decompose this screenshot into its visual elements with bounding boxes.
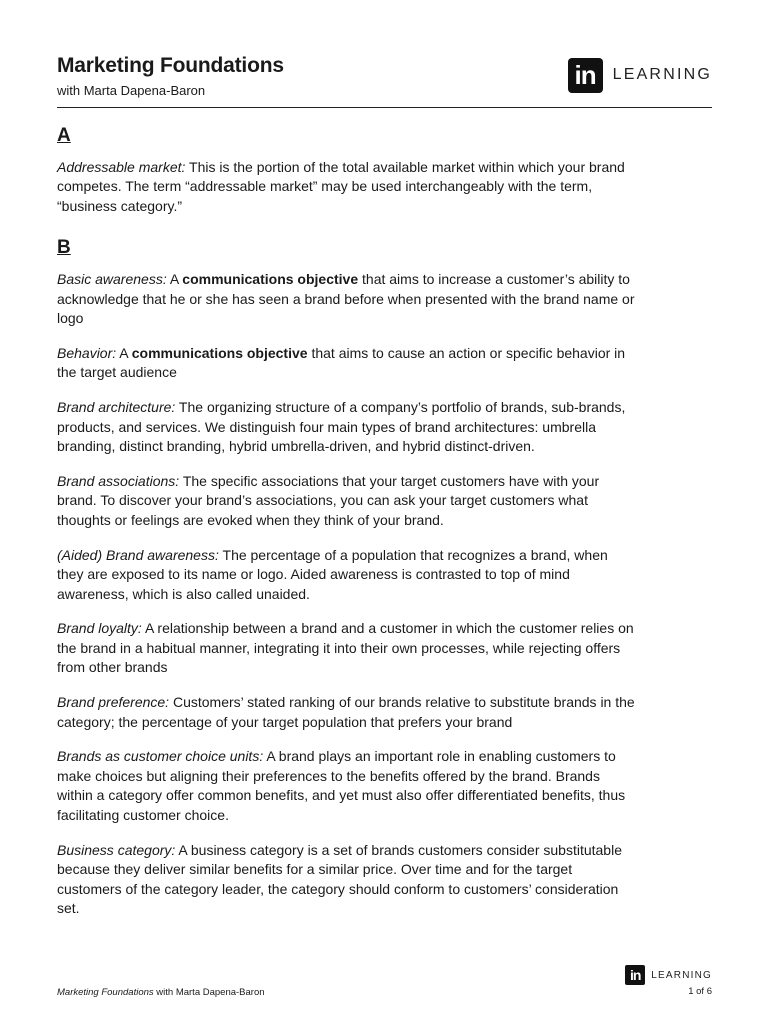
definition-text: A relationship between a brand and a customer in which the customer relies on the brand in a habitual manner, integrating it into their own processes, while rejecting offers from other brands	[57, 620, 634, 676]
definition-text: Customers’ stated ranking of our brands relative to substitute brands in the category; the percentage of your target population that prefers your brand	[57, 694, 635, 730]
glossary-term: Business category:	[57, 841, 176, 858]
page-footer	[57, 964, 712, 1004]
definition-text: This is the portion of the total available market within which your brand competes. The term “addressable market” may be used interchangeably with the term, “business category.”	[57, 158, 625, 214]
definition-text: A business category is a set of brands customers consider substitutable because they deliver similar benefits for a similar price. Over time and for the target customers of the category leader, the category should conform to customers’ consideration set.	[57, 841, 622, 917]
definition-text: The specific associations that your target customers have with your brand. To discover your brand’s associations, you can ask your target customers what thoughts or feelings are evoked when they think of your brand.	[57, 472, 600, 528]
glossary-term: (Aided) Brand awareness:	[57, 546, 219, 563]
glossary-term: Brand loyalty:	[57, 620, 142, 637]
definition-text: that aims to increase a customer’s ability to acknowledge that he or she has seen a brand before when presented with the brand name or logo	[57, 270, 635, 327]
page-header	[57, 54, 712, 108]
glossary-entry	[57, 619, 637, 678]
section-letter: A	[57, 125, 71, 146]
page-number: 1 of 6	[688, 986, 712, 997]
logo-text: LEARNING	[612, 66, 712, 83]
footer-logo-text: LEARNING	[651, 969, 712, 981]
definition-text: The organizing structure of a company’s portfolio of brands, sub-brands, products, and services. We distinguish four main types of brand architectures: umbrella branding, distinct branding, hybrid umbrella-driven, and hybrid distinct-driven.	[57, 398, 626, 455]
definition-text: A	[166, 270, 183, 287]
glossary-entry	[57, 344, 637, 383]
bold-term: communications objective	[182, 270, 359, 287]
section-letter: B	[57, 237, 71, 259]
footer-course-author: with Marta Dapena-Baron	[153, 987, 265, 998]
footer-course-title: Marketing Foundations	[57, 987, 154, 998]
glossary-entry	[57, 841, 637, 919]
definition-text: The percentage of a population that recognizes a brand, when they are exposed to its name or logo. Aided awareness is contrasted to top of mind awareness, which is also called unaided.	[57, 546, 608, 602]
glossary-term: Brands as customer choice units:	[57, 748, 264, 765]
bold-term: communications objective	[131, 344, 308, 361]
glossary-term: Brand associations:	[57, 472, 180, 489]
glossary-entry	[57, 472, 637, 531]
glossary-term: Brand preference:	[57, 694, 170, 711]
glossary-entry	[57, 398, 637, 457]
glossary-entry	[57, 747, 637, 825]
linkedin-icon: in	[568, 58, 603, 93]
glossary-entry	[57, 693, 637, 732]
glossary-entry	[57, 270, 637, 329]
glossary-entry	[57, 158, 637, 217]
glossary-term: Basic awareness:	[57, 270, 167, 287]
footer-course	[57, 987, 265, 998]
definition-text: A brand plays an important role in enabling customers to make choices but aligning their preferences to the benefits offered by the brand. Brands within a category offer common benefits, and yet must also offer differentiated benefits, thus facilitating customer choice.	[57, 748, 626, 824]
page-subtitle: with Marta Dapena-Baron	[57, 83, 206, 98]
linkedin-learning-logo	[568, 57, 712, 93]
glossary-term: Behavior:	[57, 344, 117, 361]
glossary-term: Addressable market:	[57, 158, 186, 175]
glossary-entry	[57, 546, 637, 605]
definition-text: A	[116, 344, 132, 361]
glossary-term: Brand architecture:	[57, 398, 176, 415]
page-title: Marketing Foundations	[57, 54, 284, 77]
linkedin-icon: in	[625, 965, 645, 985]
glossary-content	[57, 122, 637, 934]
definition-text: that aims to cause an action or specific behavior in the target audience	[57, 344, 626, 381]
header-divider	[57, 107, 712, 108]
footer-logo	[625, 965, 712, 985]
